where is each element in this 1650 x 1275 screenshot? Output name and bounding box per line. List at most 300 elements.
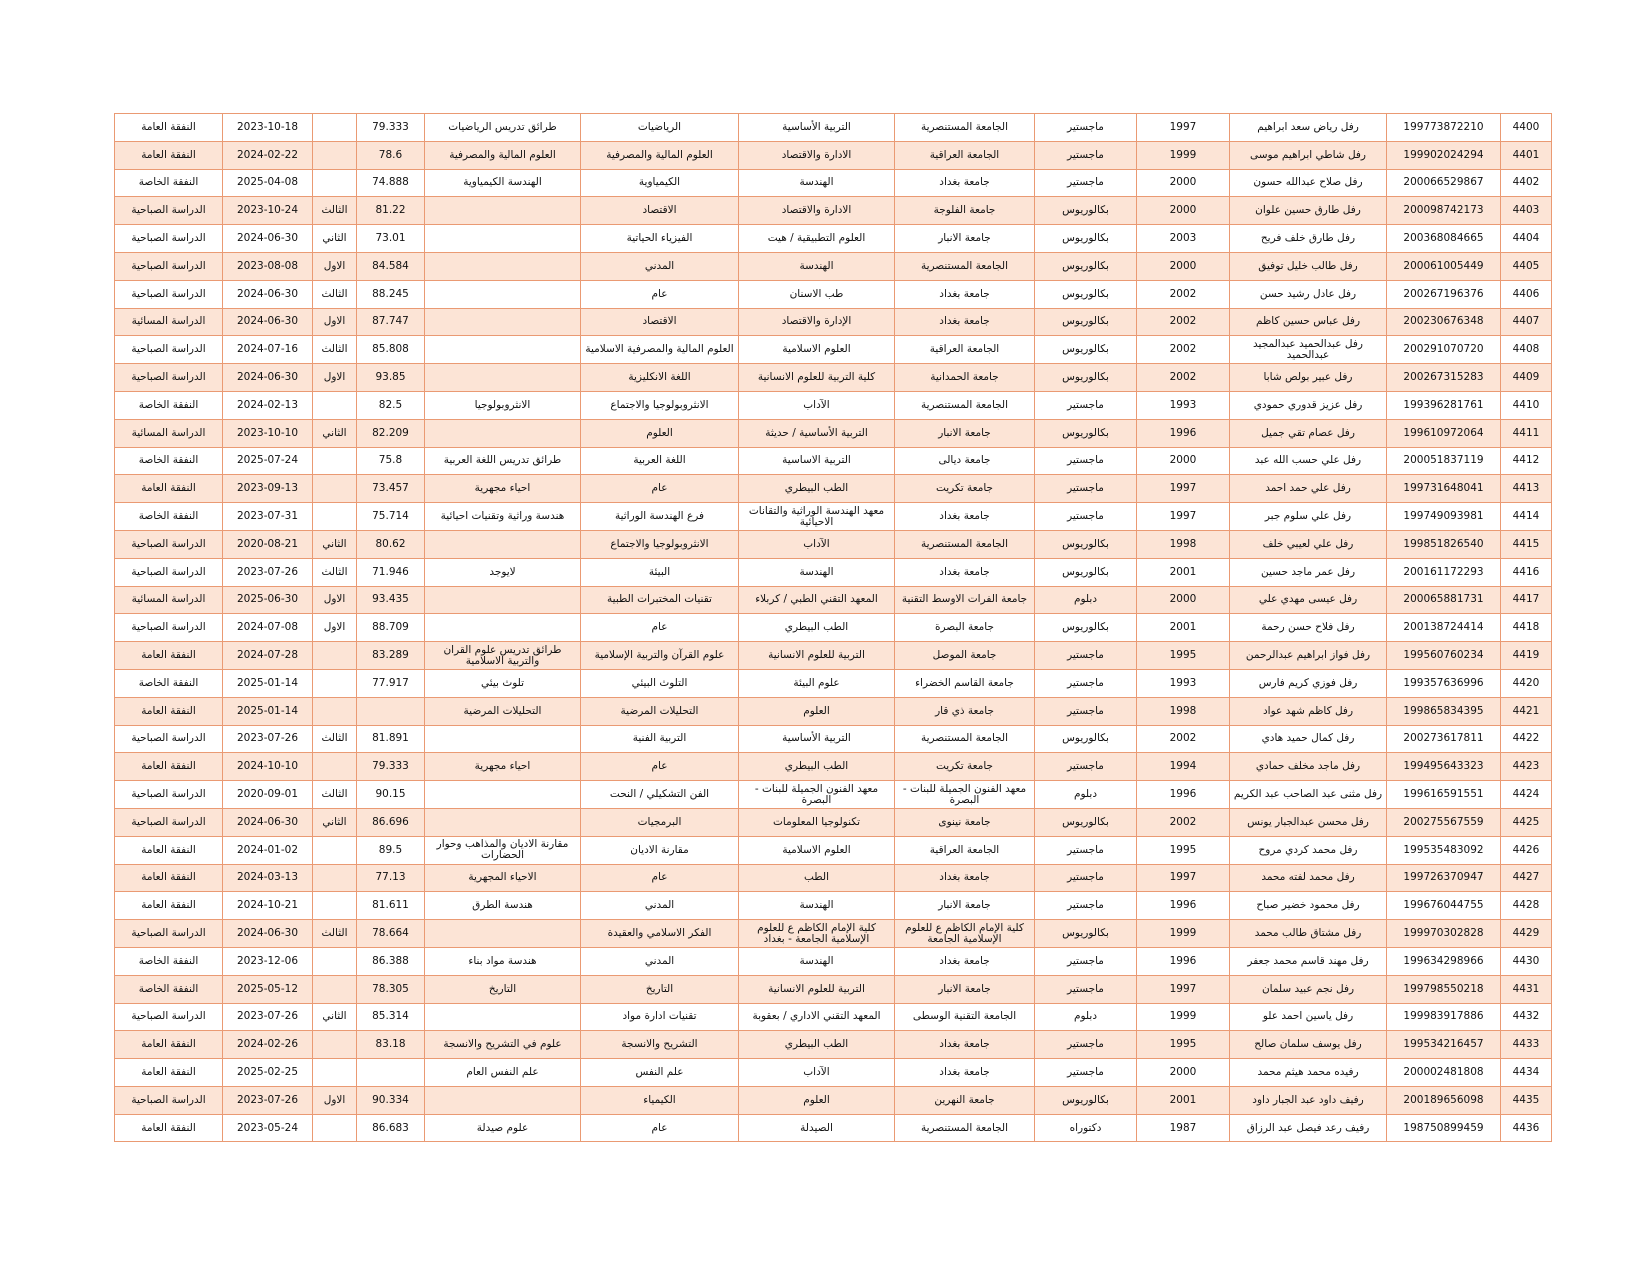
cell-date: 2024-07-28 <box>223 642 313 670</box>
cell-serial: 4402 <box>1501 169 1552 197</box>
cell-specialization <box>425 197 581 225</box>
cell-birth-year: 2000 <box>1137 169 1230 197</box>
cell-serial: 4422 <box>1501 725 1552 753</box>
cell-date: 2023-07-26 <box>223 558 313 586</box>
cell-funding-type: الدراسة الصباحية <box>115 364 223 392</box>
cell-grade: 85.314 <box>357 1003 425 1031</box>
cell-name: رفل عصام تقي جميل <box>1230 419 1387 447</box>
cell-university: جامعة نينوى <box>895 808 1035 836</box>
cell-specialization <box>425 808 581 836</box>
cell-id-number: 200098742173 <box>1387 197 1501 225</box>
cell-grade: 73.01 <box>357 225 425 253</box>
cell-birth-year: 1987 <box>1137 1114 1230 1142</box>
cell-funding-type: النفقة العامة <box>115 753 223 781</box>
cell-college: الطب <box>739 864 895 892</box>
cell-id-number: 199851826540 <box>1387 530 1501 558</box>
table-row <box>115 614 1552 642</box>
table-row <box>115 642 1552 670</box>
cell-serial: 4430 <box>1501 947 1552 975</box>
cell-grade: 79.333 <box>357 753 425 781</box>
cell-birth-year: 1997 <box>1137 475 1230 503</box>
cell-date: 2023-10-24 <box>223 197 313 225</box>
cell-date: 2025-02-25 <box>223 1059 313 1087</box>
cell-name: رفل طالب خليل توفيق <box>1230 252 1387 280</box>
table-row <box>115 1114 1552 1142</box>
cell-grade: 78.664 <box>357 920 425 948</box>
cell-funding-type: الدراسة الصباحية <box>115 197 223 225</box>
cell-specialization: طرائق تدريس علوم القران والتربية الاسلامية <box>425 642 581 670</box>
records-table <box>114 113 1552 1142</box>
cell-stage <box>313 1114 357 1142</box>
cell-name: رفل فواز ابراهيم عبدالرحمن <box>1230 642 1387 670</box>
cell-degree: ماجستير <box>1035 697 1137 725</box>
cell-college: المعهد التقني الطبي / كربلاء <box>739 586 895 614</box>
cell-serial: 4429 <box>1501 920 1552 948</box>
cell-specialization <box>425 225 581 253</box>
cell-university: جامعة بغداد <box>895 308 1035 336</box>
cell-funding-type: النفقة العامة <box>115 697 223 725</box>
cell-department: تقنيات المختبرات الطبية <box>581 586 739 614</box>
cell-serial: 4413 <box>1501 475 1552 503</box>
cell-degree: بكالوريوس <box>1035 808 1137 836</box>
cell-degree: بكالوريوس <box>1035 336 1137 364</box>
cell-birth-year: 2002 <box>1137 808 1230 836</box>
cell-name: رفل علي لعيبي خلف <box>1230 530 1387 558</box>
cell-degree: بكالوريوس <box>1035 725 1137 753</box>
cell-department: التاريخ <box>581 975 739 1003</box>
cell-id-number: 199676044755 <box>1387 892 1501 920</box>
cell-grade: 90.334 <box>357 1086 425 1114</box>
cell-grade: 82.209 <box>357 419 425 447</box>
cell-birth-year: 2003 <box>1137 225 1230 253</box>
cell-name: رفل رياض سعد ابراهيم <box>1230 114 1387 142</box>
cell-name: رفل عادل رشيد حسن <box>1230 280 1387 308</box>
cell-name: رفل مثنى عبد الصاحب عبد الكريم <box>1230 781 1387 809</box>
cell-stage: الاول <box>313 614 357 642</box>
cell-id-number: 199773872210 <box>1387 114 1501 142</box>
cell-college: التربية الأساسية / حديثة <box>739 419 895 447</box>
cell-serial: 4426 <box>1501 836 1552 864</box>
cell-grade: 88.709 <box>357 614 425 642</box>
cell-stage: الثالث <box>313 558 357 586</box>
cell-specialization: الهندسة الكيمياوية <box>425 169 581 197</box>
cell-university: كلية الإمام الكاظم ع للعلوم الإسلامية الجامعة <box>895 920 1035 948</box>
cell-date: 2024-07-16 <box>223 336 313 364</box>
cell-university: جامعة الانبار <box>895 225 1035 253</box>
cell-degree: بكالوريوس <box>1035 1086 1137 1114</box>
cell-date: 2024-06-30 <box>223 225 313 253</box>
cell-grade: 78.305 <box>357 975 425 1003</box>
cell-university: معهد الفنون الجميلة للبنات - البصرة <box>895 781 1035 809</box>
cell-department: المدني <box>581 252 739 280</box>
cell-grade: 86.683 <box>357 1114 425 1142</box>
cell-funding-type: النفقة العامة <box>115 642 223 670</box>
table-row <box>115 920 1552 948</box>
cell-serial: 4410 <box>1501 391 1552 419</box>
cell-grade: 73.457 <box>357 475 425 503</box>
cell-university: جامعة بغداد <box>895 1059 1035 1087</box>
cell-serial: 4411 <box>1501 419 1552 447</box>
table-row <box>115 391 1552 419</box>
cell-university: جامعة بغداد <box>895 1031 1035 1059</box>
cell-name: رفل نجم عبيد سلمان <box>1230 975 1387 1003</box>
cell-birth-year: 2002 <box>1137 308 1230 336</box>
cell-funding-type: النفقة العامة <box>115 1114 223 1142</box>
cell-degree: ماجستير <box>1035 669 1137 697</box>
cell-stage: الثاني <box>313 530 357 558</box>
cell-department: اللغة الانكليزية <box>581 364 739 392</box>
table-row <box>115 141 1552 169</box>
cell-date: 2024-10-10 <box>223 753 313 781</box>
cell-stage: الثالث <box>313 336 357 364</box>
table-row <box>115 753 1552 781</box>
cell-id-number: 200051837119 <box>1387 447 1501 475</box>
cell-specialization <box>425 781 581 809</box>
cell-name: رفل كاظم شهد عواد <box>1230 697 1387 725</box>
cell-date: 2023-07-26 <box>223 1003 313 1031</box>
cell-grade: 93.85 <box>357 364 425 392</box>
cell-grade: 89.5 <box>357 836 425 864</box>
cell-college: التربية الاساسية <box>739 447 895 475</box>
cell-funding-type: الدراسة الصباحية <box>115 558 223 586</box>
cell-stage: الثالث <box>313 280 357 308</box>
cell-serial: 4419 <box>1501 642 1552 670</box>
cell-name: رفل ياسين احمد علو <box>1230 1003 1387 1031</box>
cell-degree: ماجستير <box>1035 169 1137 197</box>
cell-specialization <box>425 725 581 753</box>
cell-serial: 4400 <box>1501 114 1552 142</box>
cell-degree: ماجستير <box>1035 475 1137 503</box>
cell-id-number: 199616591551 <box>1387 781 1501 809</box>
cell-stage <box>313 642 357 670</box>
cell-college: الهندسة <box>739 252 895 280</box>
cell-specialization <box>425 364 581 392</box>
cell-university: الجامعة المستنصرية <box>895 252 1035 280</box>
cell-id-number: 199970302828 <box>1387 920 1501 948</box>
cell-university: الجامعة العراقية <box>895 836 1035 864</box>
cell-department: التلوث البيئي <box>581 669 739 697</box>
cell-birth-year: 1999 <box>1137 1003 1230 1031</box>
cell-department: علم النفس <box>581 1059 739 1087</box>
cell-serial: 4428 <box>1501 892 1552 920</box>
cell-birth-year: 2000 <box>1137 252 1230 280</box>
cell-department: مقارنة الاديان <box>581 836 739 864</box>
cell-stage: الثاني <box>313 419 357 447</box>
cell-grade <box>357 697 425 725</box>
cell-id-number: 199534216457 <box>1387 1031 1501 1059</box>
cell-degree: ماجستير <box>1035 391 1137 419</box>
table-row <box>115 364 1552 392</box>
cell-birth-year: 2001 <box>1137 614 1230 642</box>
cell-birth-year: 2000 <box>1137 197 1230 225</box>
cell-funding-type: الدراسة الصباحية <box>115 225 223 253</box>
cell-university: جامعة بغداد <box>895 503 1035 531</box>
cell-id-number: 199726370947 <box>1387 864 1501 892</box>
cell-department: الفكر الاسلامي والعقيدة <box>581 920 739 948</box>
cell-college: العلوم الاسلامية <box>739 336 895 364</box>
table-row <box>115 808 1552 836</box>
cell-university: جامعة بغداد <box>895 947 1035 975</box>
cell-funding-type: النفقة الخاصة <box>115 169 223 197</box>
cell-department: البرمجيات <box>581 808 739 836</box>
cell-id-number: 199610972064 <box>1387 419 1501 447</box>
cell-degree: بكالوريوس <box>1035 920 1137 948</box>
cell-department: عام <box>581 1114 739 1142</box>
cell-specialization: احياء مجهرية <box>425 475 581 503</box>
cell-grade: 88.245 <box>357 280 425 308</box>
cell-degree: ماجستير <box>1035 892 1137 920</box>
cell-degree: ماجستير <box>1035 141 1137 169</box>
cell-college: الإدارة والاقتصاد <box>739 308 895 336</box>
cell-degree: ماجستير <box>1035 1031 1137 1059</box>
cell-name: رفل محمد لفته محمد <box>1230 864 1387 892</box>
cell-serial: 4407 <box>1501 308 1552 336</box>
cell-stage <box>313 503 357 531</box>
cell-serial: 4412 <box>1501 447 1552 475</box>
cell-date: 2024-10-21 <box>223 892 313 920</box>
cell-grade: 74.888 <box>357 169 425 197</box>
cell-date: 2024-07-08 <box>223 614 313 642</box>
cell-university: جامعة البصرة <box>895 614 1035 642</box>
cell-department: عام <box>581 280 739 308</box>
cell-birth-year: 1999 <box>1137 141 1230 169</box>
cell-grade: 83.18 <box>357 1031 425 1059</box>
cell-college: الادارة والاقتصاد <box>739 197 895 225</box>
cell-specialization <box>425 920 581 948</box>
cell-grade: 85.808 <box>357 336 425 364</box>
cell-name: رفل محمد كردي مروح <box>1230 836 1387 864</box>
cell-department: الكيمياء <box>581 1086 739 1114</box>
cell-date: 2023-05-24 <box>223 1114 313 1142</box>
cell-funding-type: الدراسة الصباحية <box>115 808 223 836</box>
cell-degree: بكالوريوس <box>1035 252 1137 280</box>
data-sheet <box>114 113 1551 1142</box>
cell-grade: 86.696 <box>357 808 425 836</box>
cell-college: التربية الأساسية <box>739 725 895 753</box>
cell-college: الطب البيطري <box>739 614 895 642</box>
cell-funding-type: النفقة العامة <box>115 1059 223 1087</box>
cell-name: رفيف رعد فيصل عبد الرزاق <box>1230 1114 1387 1142</box>
table-row <box>115 586 1552 614</box>
cell-funding-type: النفقة الخاصة <box>115 947 223 975</box>
records-body <box>115 114 1552 1142</box>
cell-name: رفل مشتاق طالب محمد <box>1230 920 1387 948</box>
cell-name: رفل علي حسب الله عبد <box>1230 447 1387 475</box>
cell-birth-year: 1996 <box>1137 947 1230 975</box>
cell-name: رفل مهند قاسم محمد جعفر <box>1230 947 1387 975</box>
cell-stage: الثالث <box>313 725 357 753</box>
cell-id-number: 199731648041 <box>1387 475 1501 503</box>
cell-college: التربية للعلوم الانسانية <box>739 975 895 1003</box>
cell-degree: دبلوم <box>1035 781 1137 809</box>
cell-date: 2023-12-06 <box>223 947 313 975</box>
cell-specialization: طرائق تدريس اللغة العربية <box>425 447 581 475</box>
cell-birth-year: 1998 <box>1137 697 1230 725</box>
cell-department: اللغة العربية <box>581 447 739 475</box>
cell-specialization <box>425 252 581 280</box>
cell-stage <box>313 947 357 975</box>
cell-id-number: 199495643323 <box>1387 753 1501 781</box>
cell-serial: 4401 <box>1501 141 1552 169</box>
cell-name: رفل عبير بولص شابا <box>1230 364 1387 392</box>
cell-grade: 81.22 <box>357 197 425 225</box>
table-row <box>115 225 1552 253</box>
cell-date: 2025-07-24 <box>223 447 313 475</box>
table-row <box>115 669 1552 697</box>
cell-grade: 71.946 <box>357 558 425 586</box>
cell-degree: بكالوريوس <box>1035 364 1137 392</box>
cell-id-number: 199560760234 <box>1387 642 1501 670</box>
cell-stage <box>313 697 357 725</box>
cell-department: الرياضيات <box>581 114 739 142</box>
cell-specialization: علم النفس العام <box>425 1059 581 1087</box>
cell-stage <box>313 892 357 920</box>
cell-department: الفيزياء الحياتية <box>581 225 739 253</box>
cell-date: 2025-06-30 <box>223 586 313 614</box>
cell-name: رفل طارق حسين علوان <box>1230 197 1387 225</box>
cell-birth-year: 1998 <box>1137 530 1230 558</box>
cell-stage: الاول <box>313 308 357 336</box>
cell-college: التربية الأساسية <box>739 114 895 142</box>
cell-serial: 4435 <box>1501 1086 1552 1114</box>
cell-grade: 77.917 <box>357 669 425 697</box>
cell-date: 2020-08-21 <box>223 530 313 558</box>
cell-stage: الاول <box>313 252 357 280</box>
cell-date: 2025-05-12 <box>223 975 313 1003</box>
table-row <box>115 836 1552 864</box>
table-row <box>115 697 1552 725</box>
cell-department: المدني <box>581 892 739 920</box>
cell-date: 2023-08-08 <box>223 252 313 280</box>
cell-degree: دبلوم <box>1035 1003 1137 1031</box>
cell-birth-year: 2001 <box>1137 1086 1230 1114</box>
cell-grade <box>357 1059 425 1087</box>
cell-serial: 4415 <box>1501 530 1552 558</box>
cell-department: الاقتصاد <box>581 308 739 336</box>
cell-id-number: 199634298966 <box>1387 947 1501 975</box>
cell-funding-type: الدراسة الصباحية <box>115 920 223 948</box>
cell-birth-year: 1997 <box>1137 114 1230 142</box>
cell-funding-type: النفقة العامة <box>115 141 223 169</box>
cell-name: رفل محمود خضير صباح <box>1230 892 1387 920</box>
cell-birth-year: 1994 <box>1137 753 1230 781</box>
cell-birth-year: 2000 <box>1137 586 1230 614</box>
cell-birth-year: 2002 <box>1137 725 1230 753</box>
cell-college: تكنولوجيا المعلومات <box>739 808 895 836</box>
cell-birth-year: 1997 <box>1137 503 1230 531</box>
cell-funding-type: النفقة العامة <box>115 864 223 892</box>
cell-degree: ماجستير <box>1035 503 1137 531</box>
cell-university: جامعة تكريت <box>895 753 1035 781</box>
cell-university: جامعة الفرات الاوسط التقنية <box>895 586 1035 614</box>
cell-grade: 77.13 <box>357 864 425 892</box>
cell-id-number: 199749093981 <box>1387 503 1501 531</box>
cell-stage <box>313 975 357 1003</box>
cell-specialization: احياء مجهرية <box>425 753 581 781</box>
cell-department: المدني <box>581 947 739 975</box>
table-row <box>115 947 1552 975</box>
cell-specialization: طرائق تدريس الرياضيات <box>425 114 581 142</box>
cell-college: طب الاسنان <box>739 280 895 308</box>
cell-grade: 81.611 <box>357 892 425 920</box>
cell-degree: بكالوريوس <box>1035 419 1137 447</box>
cell-date: 2023-07-31 <box>223 503 313 531</box>
cell-degree: بكالوريوس <box>1035 225 1137 253</box>
cell-id-number: 200273617811 <box>1387 725 1501 753</box>
cell-specialization: التحليلات المرضية <box>425 697 581 725</box>
cell-university: جامعة بغداد <box>895 864 1035 892</box>
cell-degree: بكالوريوس <box>1035 280 1137 308</box>
cell-name: رفل طارق خلف فريح <box>1230 225 1387 253</box>
cell-stage <box>313 141 357 169</box>
cell-university: جامعة ديالى <box>895 447 1035 475</box>
cell-serial: 4431 <box>1501 975 1552 1003</box>
cell-funding-type: الدراسة الصباحية <box>115 781 223 809</box>
cell-funding-type: النفقة العامة <box>115 114 223 142</box>
cell-birth-year: 1995 <box>1137 1031 1230 1059</box>
cell-funding-type: النفقة العامة <box>115 1031 223 1059</box>
cell-funding-type: الدراسة الصباحية <box>115 336 223 364</box>
cell-stage <box>313 753 357 781</box>
table-row <box>115 1031 1552 1059</box>
cell-serial: 4404 <box>1501 225 1552 253</box>
cell-college: علوم البيئة <box>739 669 895 697</box>
cell-id-number: 199983917886 <box>1387 1003 1501 1031</box>
cell-serial: 4417 <box>1501 586 1552 614</box>
cell-department: الانثروبولوجيا والاجتماع <box>581 391 739 419</box>
table-row <box>115 336 1552 364</box>
cell-grade: 86.388 <box>357 947 425 975</box>
cell-department: الكيمياوية <box>581 169 739 197</box>
cell-grade: 79.333 <box>357 114 425 142</box>
cell-stage <box>313 169 357 197</box>
cell-specialization <box>425 280 581 308</box>
cell-stage <box>313 114 357 142</box>
table-row <box>115 503 1552 531</box>
cell-date: 2025-04-08 <box>223 169 313 197</box>
cell-department: العلوم <box>581 419 739 447</box>
cell-college: العلوم <box>739 697 895 725</box>
table-row <box>115 252 1552 280</box>
cell-university: جامعة القاسم الخضراء <box>895 669 1035 697</box>
cell-id-number: 199798550218 <box>1387 975 1501 1003</box>
cell-degree: ماجستير <box>1035 864 1137 892</box>
cell-date: 2023-10-18 <box>223 114 313 142</box>
cell-birth-year: 1999 <box>1137 920 1230 948</box>
cell-serial: 4414 <box>1501 503 1552 531</box>
table-row <box>115 114 1552 142</box>
cell-grade: 93.435 <box>357 586 425 614</box>
cell-university: جامعة النهرين <box>895 1086 1035 1114</box>
cell-funding-type: الدراسة المسائية <box>115 419 223 447</box>
cell-funding-type: الدراسة الصباحية <box>115 530 223 558</box>
cell-grade: 83.289 <box>357 642 425 670</box>
cell-stage <box>313 475 357 503</box>
cell-college: الهندسة <box>739 169 895 197</box>
cell-date: 2024-03-13 <box>223 864 313 892</box>
cell-birth-year: 2001 <box>1137 558 1230 586</box>
cell-id-number: 200002481808 <box>1387 1059 1501 1087</box>
cell-id-number: 200275567559 <box>1387 808 1501 836</box>
cell-university: الجامعة العراقية <box>895 336 1035 364</box>
cell-birth-year: 1996 <box>1137 892 1230 920</box>
cell-university: الجامعة المستنصرية <box>895 114 1035 142</box>
cell-serial: 4424 <box>1501 781 1552 809</box>
cell-birth-year: 1997 <box>1137 975 1230 1003</box>
cell-college: كلية التربية للعلوم الانسانية <box>739 364 895 392</box>
cell-university: الجامعة المستنصرية <box>895 1114 1035 1142</box>
cell-funding-type: الدراسة المسائية <box>115 308 223 336</box>
